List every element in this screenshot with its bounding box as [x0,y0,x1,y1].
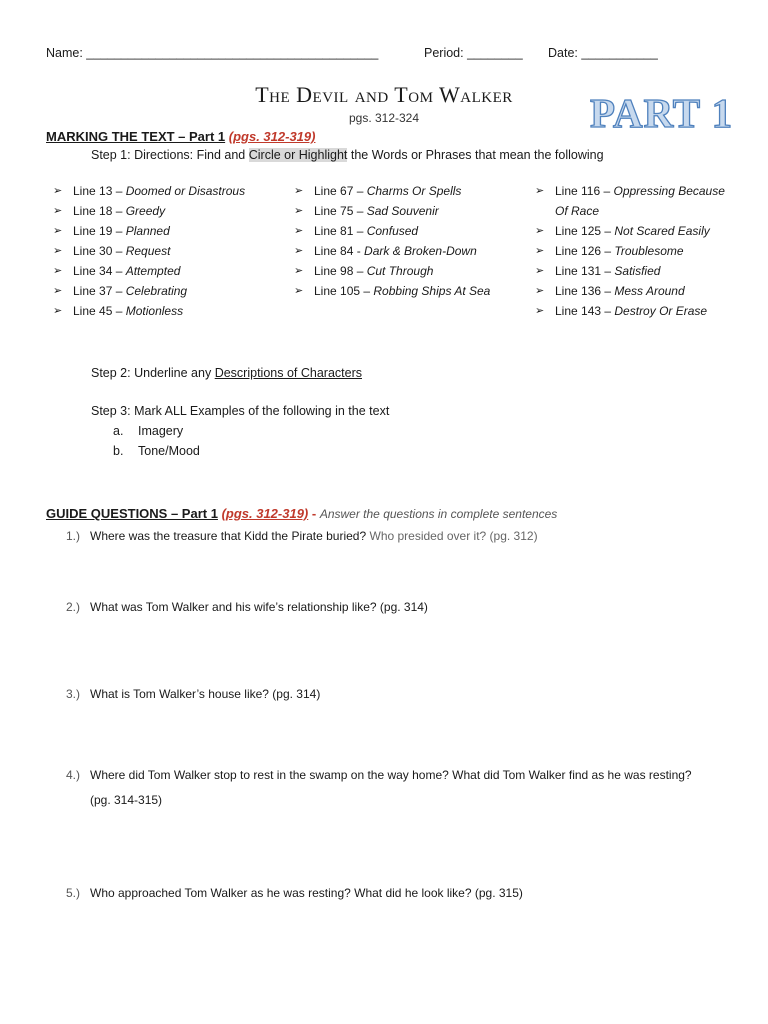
marking-heading [46,129,315,144]
vocab-item: ➢ Line 125 – Not Scared Easily [528,221,728,241]
guide-heading-pages: (pgs. 312-319) [221,506,309,521]
vocab-item: ➢ Line 18 – Greedy [46,201,261,221]
arrow-bullet-icon: ➢ [535,225,545,237]
date-field: Date: ___________ [548,46,658,60]
step1-highlight: Circle or Highlight [248,148,348,162]
vocab-item: ➢ Line 81 – Confused [287,221,502,241]
vocab-item: ➢ Line 67 – Charms Or Spells [287,181,502,201]
vocab-item: ➢ Line 84 - Dark & Broken-Down [287,241,502,261]
arrow-bullet-icon: ➢ [294,265,304,277]
vocab-item: ➢ Line 19 – Planned [46,221,261,241]
vocab-item: ➢ Line 37 – Celebrating [46,281,261,301]
arrow-bullet-icon: ➢ [535,245,545,257]
vocab-item: ➢ Line 136 – Mess Around [528,281,728,301]
vocab-item: ➢ Line 30 – Request [46,241,261,261]
part-badge: PART 1 [590,90,734,136]
arrow-bullet-icon: ➢ [53,285,63,297]
marking-heading-pages: (pgs. 312-319) [228,129,316,144]
question-4: 4.) Where did Tom Walker stop to rest in the swamp on the way home? What did Tom Walker find as he was resting? (pg. 314-315) [66,768,692,807]
question-1: 1.) Where was the treasure that Kidd the Pirate buried? Who presided over it? (pg. 312) [66,529,538,543]
question-5: 5.) Who approached Tom Walker as he was resting? What did he look like? (pg. 315) [66,886,523,900]
step3-item-tone: b. Tone/Mood [113,444,200,458]
vocab-item: ➢ Line 75 – Sad Souvenir [287,201,502,221]
vocab-column-3 [528,181,728,321]
vocab-item: ➢ Line 131 – Satisfied [528,261,728,281]
vocab-item: ➢ Line 126 – Troublesome [528,241,728,261]
vocab-column-2 [287,181,502,301]
arrow-bullet-icon: ➢ [535,285,545,297]
step2: Step 2: Underline any Descriptions of Characters [91,366,362,380]
guide-instruction: Answer the questions in complete sentences [319,507,558,521]
step1-prefix: Step 1: Directions: Find and [91,148,249,162]
page-range: pgs. 312-324 [348,111,420,125]
arrow-bullet-icon: ➢ [535,185,545,197]
vocab-item: ➢ Line 34 – Attempted [46,261,261,281]
step3: Step 3: Mark ALL Examples of the following in the text [91,404,390,418]
step1-directions [91,148,604,162]
arrow-bullet-icon: ➢ [53,245,63,257]
arrow-bullet-icon: ➢ [294,285,304,297]
marking-heading-text: MARKING THE TEXT – Part 1 [46,129,226,144]
question-3: 3.) What is Tom Walker’s house like? (pg. 314) [66,687,321,701]
vocab-column-1 [46,181,261,321]
arrow-bullet-icon: ➢ [53,185,63,197]
arrow-bullet-icon: ➢ [294,245,304,257]
arrow-bullet-icon: ➢ [53,225,63,237]
name-field: Name: __________________________________________ [46,46,379,60]
guide-heading: GUIDE QUESTIONS – Part 1 (pgs. 312-319) - Answer the questions in complete sentences [46,506,558,521]
arrow-bullet-icon: ➢ [294,185,304,197]
arrow-bullet-icon: ➢ [294,205,304,217]
page-title: The Devil and Tom Walker [255,82,513,107]
guide-heading-text: GUIDE QUESTIONS – Part 1 [46,506,218,521]
vocab-item: ➢ Line 45 – Motionless [46,301,261,321]
period-field: Period: ________ [424,46,523,60]
vocab-item: ➢ Line 105 – Robbing Ships At Sea [287,281,502,301]
arrow-bullet-icon: ➢ [53,205,63,217]
arrow-bullet-icon: ➢ [294,225,304,237]
vocab-item: ➢ Line 116 – Oppressing Because Of Race [528,181,728,221]
arrow-bullet-icon: ➢ [535,305,545,317]
step2-underlined: Descriptions of Characters [214,366,362,380]
step3-item-imagery: a. Imagery [113,424,184,438]
arrow-bullet-icon: ➢ [53,265,63,277]
vocab-item: ➢ Line 98 – Cut Through [287,261,502,281]
vocab-item: ➢ Line 13 – Doomed or Disastrous [46,181,261,201]
step1-suffix: the Words or Phrases that mean the following [347,148,604,162]
vocab-item: ➢ Line 143 – Destroy Or Erase [528,301,728,321]
arrow-bullet-icon: ➢ [53,305,63,317]
question-2: 2.) What was Tom Walker and his wife’s relationship like? (pg. 314) [66,600,428,614]
arrow-bullet-icon: ➢ [535,265,545,277]
